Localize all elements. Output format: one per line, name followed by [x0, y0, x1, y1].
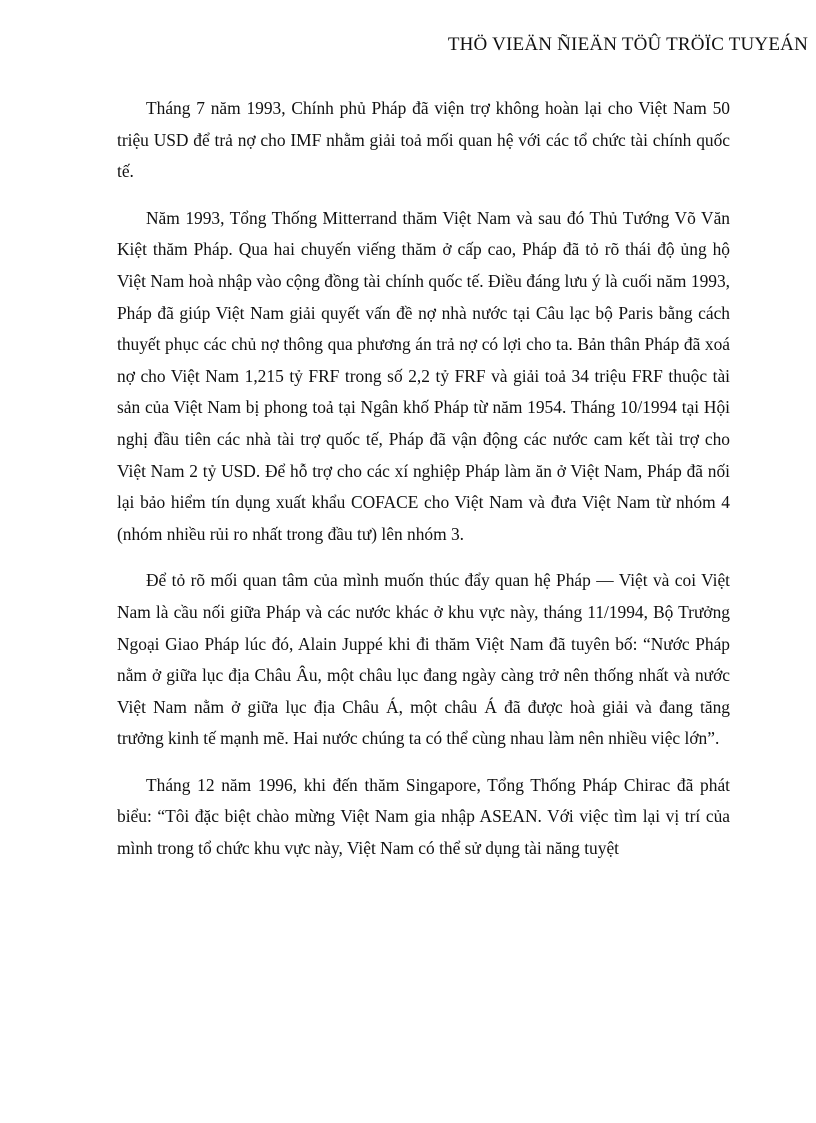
paragraph-4: Tháng 12 năm 1996, khi đến thăm Singapore, Tổng Thống Pháp Chirac đã phát biểu: “Tôi đặc biệt chào mừng Việt Nam gia nhập ASEAN. Với việc tìm lại vị trí của mình trong tổ chức khu vực này, Việt Nam có thể sử dụng tài năng tuyệt: [117, 774, 730, 859]
paragraph-1: Tháng 7 năm 1993, Chính phủ Pháp đã viện trợ không hoàn lại cho Việt Nam 50 triệu USD để trả nợ cho IMF nhằm giải toả mối quan hệ với các tổ chức tài chính quốc tế.: [117, 98, 730, 182]
page-header: THÖ VIEÄN ÑIEÄN TÖÛ TRÖÏC TUYEÁN: [447, 34, 808, 55]
paragraph-2: Năm 1993, Tổng Thống Mitterrand thăm Việt Nam và sau đó Thủ Tướng Võ Văn Kiệt thăm Pháp. Qua hai chuyến viếng thăm ở cấp cao, Pháp đã tỏ rõ thái độ ủng hộ Việt Nam hoà nhập vào cộng đồng tài chính quốc tế. Điều đáng lưu ý là cuối năm 1993, Pháp đã giúp Việt Nam giải quyết vấn đề nợ nhà nước tại Câu lạc bộ Paris bằng cách thuyết phục các chủ nợ thông qua phương án trả nợ có lợi cho ta. Bản thân Pháp đã xoá nợ cho Việt Nam 1,215 tỷ FRF trong số 2,2 tỷ FRF và giải toả 34 triệu FRF thuộc tài sản của Việt Nam bị phong toả tại Ngân khố Pháp từ năm 1954. Tháng 10/1994 tại Hội nghị đầu tiên các nhà tài trợ quốc tế, Pháp đã vận động các nước cam kết tài trợ cho Việt Nam 2 tỷ USD. Để hỗ trợ cho các xí nghiệp Pháp làm ăn ở Việt Nam, Pháp đã nối lại bảo hiểm tín dụng xuất khẩu COFACE cho Việt Nam và đưa Việt Nam từ nhóm 4 (nhóm nhiều rủi ro nhất trong đầu tư) lên nhóm 3.: [117, 207, 730, 544]
document-body: [117, 93, 730, 880]
paragraph-3: Để tỏ rõ mối quan tâm của mình muốn thúc đẩy quan hệ Pháp — Việt và coi Việt Nam là cầu nối giữa Pháp và các nước khác ở khu vực này, tháng 11/1994, Bộ Trưởng Ngoại Giao Pháp lúc đó, Alain Juppé khi đi thăm Việt Nam đã tuyên bố: “Nước Pháp nằm ở giữa lục địa Châu Âu, một châu lục đang ngày càng trở nên thống nhất và nước Việt Nam nằm ở giữa lục địa Châu Á, một châu Á đã được hoà giải và đang tăng trưởng kinh tế mạnh mẽ. Hai nước chúng ta có thể cùng nhau làm nên nhiều việc lớn”.: [117, 570, 730, 749]
